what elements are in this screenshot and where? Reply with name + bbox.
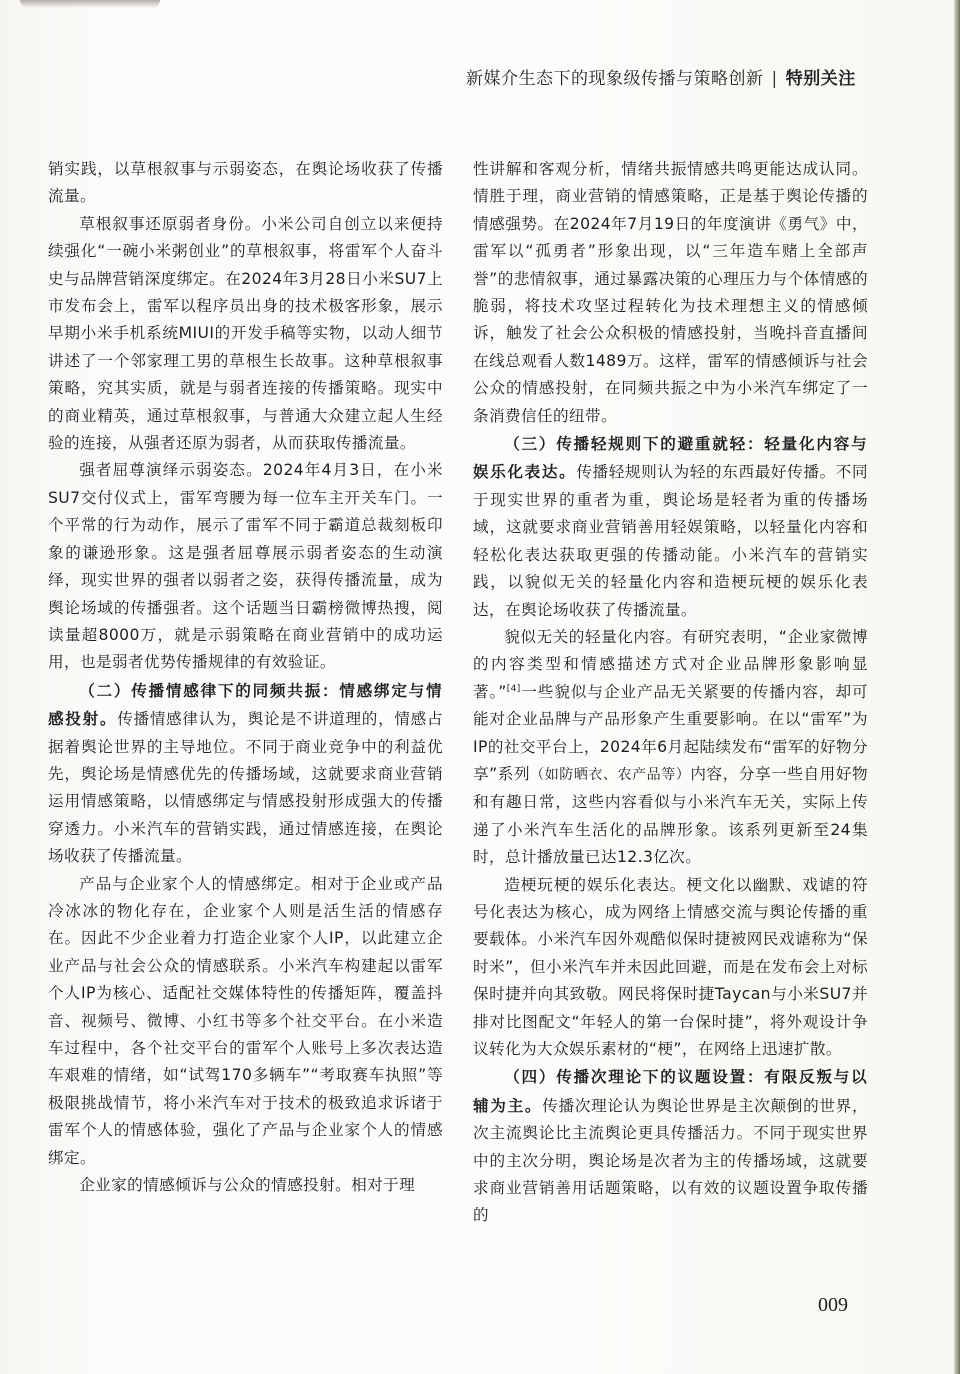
section-body-2: 传播情感律认为，舆论是不讲道理的，情感占据着舆论世界的主导地位。不同于商业竞争中的利益优先，舆论场是情感优先的传播场域，这就要求商业营销运用情感策略，以情感绑定与情感投射形成强大的传播穿透力。小米汽车的营销实践，通过情感连接，在舆论场收获了传播流量。 bbox=[48, 710, 443, 866]
page-edge bbox=[954, 0, 960, 1374]
parenthetical: （如防晒衣、农产品等） bbox=[530, 766, 691, 783]
paragraph: 销实践，以草根叙事与示弱姿态，在舆论场收获了传播流量。 bbox=[48, 160, 443, 206]
scan-shadow bbox=[20, 0, 160, 8]
paragraph: 产品与企业家个人的情感绑定。相对于企业或产品冷冰冰的物化存在，企业家个人则是活生活的情感存在。因此不少企业着力打造企业家个人IP，以此建立企业产品与社会公众的情感联系。小米汽车构建起以雷军个人IP为核心、适配社交媒体特性的传播矩阵，覆盖抖音、视频号、微博、小红书等多个社交平台。在小米造车过程中，各个社交平台的雷军个人账号上多次表达造车艰难的情绪，如“试驾170多辆车”“考取赛车执照”等极限挑战情节，将小米汽车对于技术的极致追求诉诸于雷军个人的情感体验，强化了产品与企业家个人的情感绑定。 bbox=[48, 874, 443, 1167]
text-run: 内容，分享一些自用好物和有趣日常，这些内容看似与小米汽车无关，实际上传递了小米汽车生活化的品牌形象。该系列更新至24集时，总计播放量已达12.3亿次。 bbox=[473, 764, 868, 867]
section-body-4: 传播次理论认为舆论世界是主次颠倒的世界，次主流舆论比主流舆论更具传播活力。不同于现实世界中的主次分明，舆论场是次者为主的传播场域，这就要求商业营销善用话题策略，以有效的议题设置争取传播的 bbox=[473, 1096, 868, 1225]
section-heading-2: （二）传播情感律下的同频共振：情感绑定与情感投射。 bbox=[48, 680, 443, 729]
section-paragraph-2 bbox=[48, 677, 443, 871]
right-column bbox=[473, 156, 868, 1230]
section-paragraph-3 bbox=[473, 430, 868, 624]
paragraph: 企业家的情感倾诉与公众的情感投射。相对于理 bbox=[79, 1176, 416, 1195]
running-head bbox=[466, 64, 906, 89]
paragraph: 强者屈尊演绎示弱姿态。2024年4月3日，在小米SU7交付仪式上，雷军弯腰为每一位车主开关车门。一个平常的行为动作，展示了雷军不同于霸道总裁刻板印象的谦逊形象。这是强者屈尊展示弱者姿态的生动演绎，现实世界的强者以弱者之姿，获得传播流量，成为舆论场域的传播强者。这个话题当日霸榜微博热搜，阅读量超8000万，就是示弱策略在商业营销中的成功运用，也是弱者优势传播规律的有效验证。 bbox=[48, 461, 443, 672]
paragraph: 草根叙事还原弱者身份。小米公司自创立以来便持续强化“一碗小米粥创业”的草根叙事，将雷军个人奋斗史与品牌营销深度绑定。在2024年3月28日小米SU7上市发布会上，雷军以程序员出身的技术极客形象，展示早期小米手机系统MIUI的开发手稿等实物，以动人细节讲述了一个邻家理工男的草根生长故事。这种草根叙事策略，究其实质，就是与弱者连接的传播策略。现实中的商业精英，通过草根叙事，与普通大众建立起人生经验的连接，从强者还原为弱者，从而获取传播流量。 bbox=[48, 214, 443, 453]
paragraph bbox=[473, 624, 868, 872]
text-run: 一些貌似与企业产品无关紧要的传播内容，却可能对企业品牌与产品形象产生重要影响。在以“雷军”为IP的社交平台上，2024年6月起陆续发布“雷军的好物分享”系列 bbox=[473, 682, 869, 783]
citation-ref: [4] bbox=[506, 683, 521, 694]
section-heading-4: （四）传播次理论下的议题设置：有限反叛与以辅为主。 bbox=[473, 1067, 868, 1115]
running-head-title: 新媒介生态下的现象级传播与策略创新 bbox=[466, 69, 764, 89]
running-head-section: 特别关注 bbox=[785, 69, 856, 89]
section-paragraph-4 bbox=[473, 1063, 868, 1229]
section-body-3: 传播轻规则认为轻的东西最好传播。不同于现实世界的重者为重，舆论场是轻者为重的传播场域，这就要求商业营销善用轻娱策略，以轻量化内容和轻松化表达获取更强的传播动能。小米汽车的营销实践，以貌似无关的轻量化内容和造梗玩梗的娱乐化表达，在舆论场收获了传播流量。 bbox=[473, 463, 868, 619]
text-run: 貌似无关的轻量化内容。有研究表明，“企业家微博的内容类型和情感描述方式对企业品牌形象影响显著。” bbox=[473, 627, 868, 701]
running-head-separator: | bbox=[771, 69, 778, 89]
paragraph: 性讲解和客观分析，情绪共振情感共鸣更能达成认同。情胜于理，商业营销的情感策略，正是基于舆论传播的情感强势。在2024年7月19日的年度演讲《勇气》中，雷军以“孤勇者”形象出现，以“三年造车赌上全部声誉”的悲情叙事，通过暴露决策的心理压力与个体情感的脆弱，将技术攻坚过程转化为技术理想主义的情感倾诉，触发了社会公众积极的情感投射，当晚抖音直播间在线总观看人数1489万。这样，雷军的情感倾诉与社会公众的情感投射，在同频共振之中为小米汽车绑定了一条消费信任的纽带。 bbox=[473, 160, 868, 425]
paragraph: 造梗玩梗的娱乐化表达。梗文化以幽默、戏谑的符号化表达为核心，成为网络上情感交流与舆论传播的重要载体。小米汽车因外观酷似保时捷被网民戏谑称为“保时米”，但小米汽车并未因此回避，而是在发布会上对标保时捷并向其致敬。网民将保时捷Taycan与小米SU7并排对比图配文“年轻人的第一台保时捷”，将外观设计争议转化为大众娱乐素材的“梗”，在网络上迅速扩散。 bbox=[473, 875, 868, 1058]
page-number: 009 bbox=[818, 1294, 848, 1316]
left-column bbox=[48, 156, 443, 1199]
section-heading-3: （三）传播轻规则下的避重就轻：轻量化内容与娱乐化表达。 bbox=[473, 434, 868, 482]
